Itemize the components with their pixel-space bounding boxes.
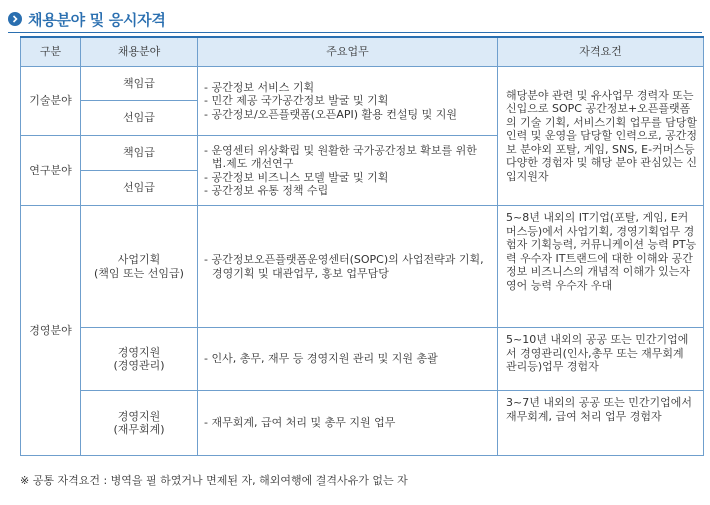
header-field: 채용분야 — [81, 37, 198, 67]
field-management-support-sub: (경영관리) — [113, 359, 165, 372]
group-management: 경영분야 — [21, 206, 81, 456]
field-accounting-sub: (재무회계) — [113, 423, 165, 436]
list-item: - 공간정보오픈플랫폼운영센터(SOPC)의 사업전략과 기획, 경영기획 및 대관업무, 홍보 업무담당 — [204, 253, 493, 280]
field-accounting — [81, 391, 198, 456]
field-research-senior: 책임급 — [81, 136, 198, 171]
qual-tech-research: 해당분야 관련 및 유사업무 경력자 또는 신입으로 SOPC 공간정보+오픈플랫폼의 기술 기획, 서비스기획 업무를 담당할 인력 및 운영을 담당할 인력으로, 공간정보 분야외 포탈, 게임, SNS, E-커머스등 다양한 경험자 및 해당 분야 관심있는 신입지원자 — [498, 67, 704, 206]
table-row — [21, 391, 704, 456]
list-item: - 공간정보 서비스 기획 — [204, 81, 493, 95]
table-row — [21, 67, 704, 101]
common-requirements-note: ※ 공통 자격요건 : 병역을 필 하였거나 면제된 자, 해외여행에 결격사유가 없는 자 — [20, 474, 408, 487]
field-management-support — [81, 328, 198, 391]
field-business-planning-level: (책임 또는 선임급) — [94, 266, 184, 280]
field-management-support-title: 경영지원 — [117, 345, 161, 359]
list-item: - 공간정보/오픈플랫폼(오픈API) 활용 컨설팅 및 지원 — [204, 108, 493, 122]
group-tech: 기술분야 — [21, 67, 81, 136]
qual-business-planning: 5~8년 내외의 IT기업(포탈, 게임, E커머스등)에서 사업기획, 경영기획업무 경험자 기획능력, 커뮤니케이션 능력 PT능력 우수자 IT트랜드에 대한 이해와 공간정보 비즈니스의 개념적 이해가 있는자 영어 능력 우수자 우대 — [498, 206, 704, 328]
field-business-planning — [81, 206, 198, 328]
table-row — [21, 206, 704, 328]
chevron-right-icon — [8, 12, 22, 26]
field-business-planning-title: 사업기획 — [117, 253, 161, 266]
duties-accounting — [198, 391, 498, 456]
list-item: - 운영센터 위상확립 및 원활한 국가공간정보 확보를 위한 법.제도 개선연구 — [204, 144, 493, 171]
qual-accounting: 3~7년 내외의 공공 또는 민간기업에서 재무회계, 급여 처리 업무 경험자 — [498, 391, 704, 456]
duties-research — [198, 136, 498, 206]
list-item: - 민간 제공 국가공간정보 발굴 및 기획 — [204, 94, 493, 108]
table-row — [21, 328, 704, 391]
field-tech-junior: 선임급 — [81, 101, 198, 136]
field-accounting-title: 경영지원 — [117, 409, 161, 423]
list-item: - 재무회계, 급여 처리 및 총무 지원 업무 — [204, 416, 493, 430]
list-item: - 인사, 총무, 재무 등 경영지원 관리 및 지원 총괄 — [204, 352, 493, 366]
duties-business-planning — [198, 206, 498, 328]
header-category: 구분 — [21, 37, 81, 67]
section-title: 채용분야 및 응시자격 — [28, 10, 166, 29]
field-research-junior: 선임급 — [81, 171, 198, 206]
recruitment-table — [20, 36, 704, 456]
list-item: - 공간정보 비즈니스 모델 발굴 및 기획 — [204, 171, 493, 185]
field-tech-senior: 책임급 — [81, 67, 198, 101]
group-research: 연구분야 — [21, 136, 81, 206]
duties-tech — [198, 67, 498, 136]
duties-management-support — [198, 328, 498, 391]
table-header-row — [21, 37, 704, 67]
section-header — [8, 8, 166, 30]
qual-management-support: 5~10년 내외의 공공 또는 민간기업에서 경영관리(인사,총무 또는 재무회계 관리등)업무 경험자 — [498, 328, 704, 391]
title-divider — [8, 32, 702, 33]
header-duties: 주요업무 — [198, 37, 498, 67]
list-item: - 공간정보 유통 정책 수립 — [204, 184, 493, 198]
header-qualifications: 자격요건 — [498, 37, 704, 67]
